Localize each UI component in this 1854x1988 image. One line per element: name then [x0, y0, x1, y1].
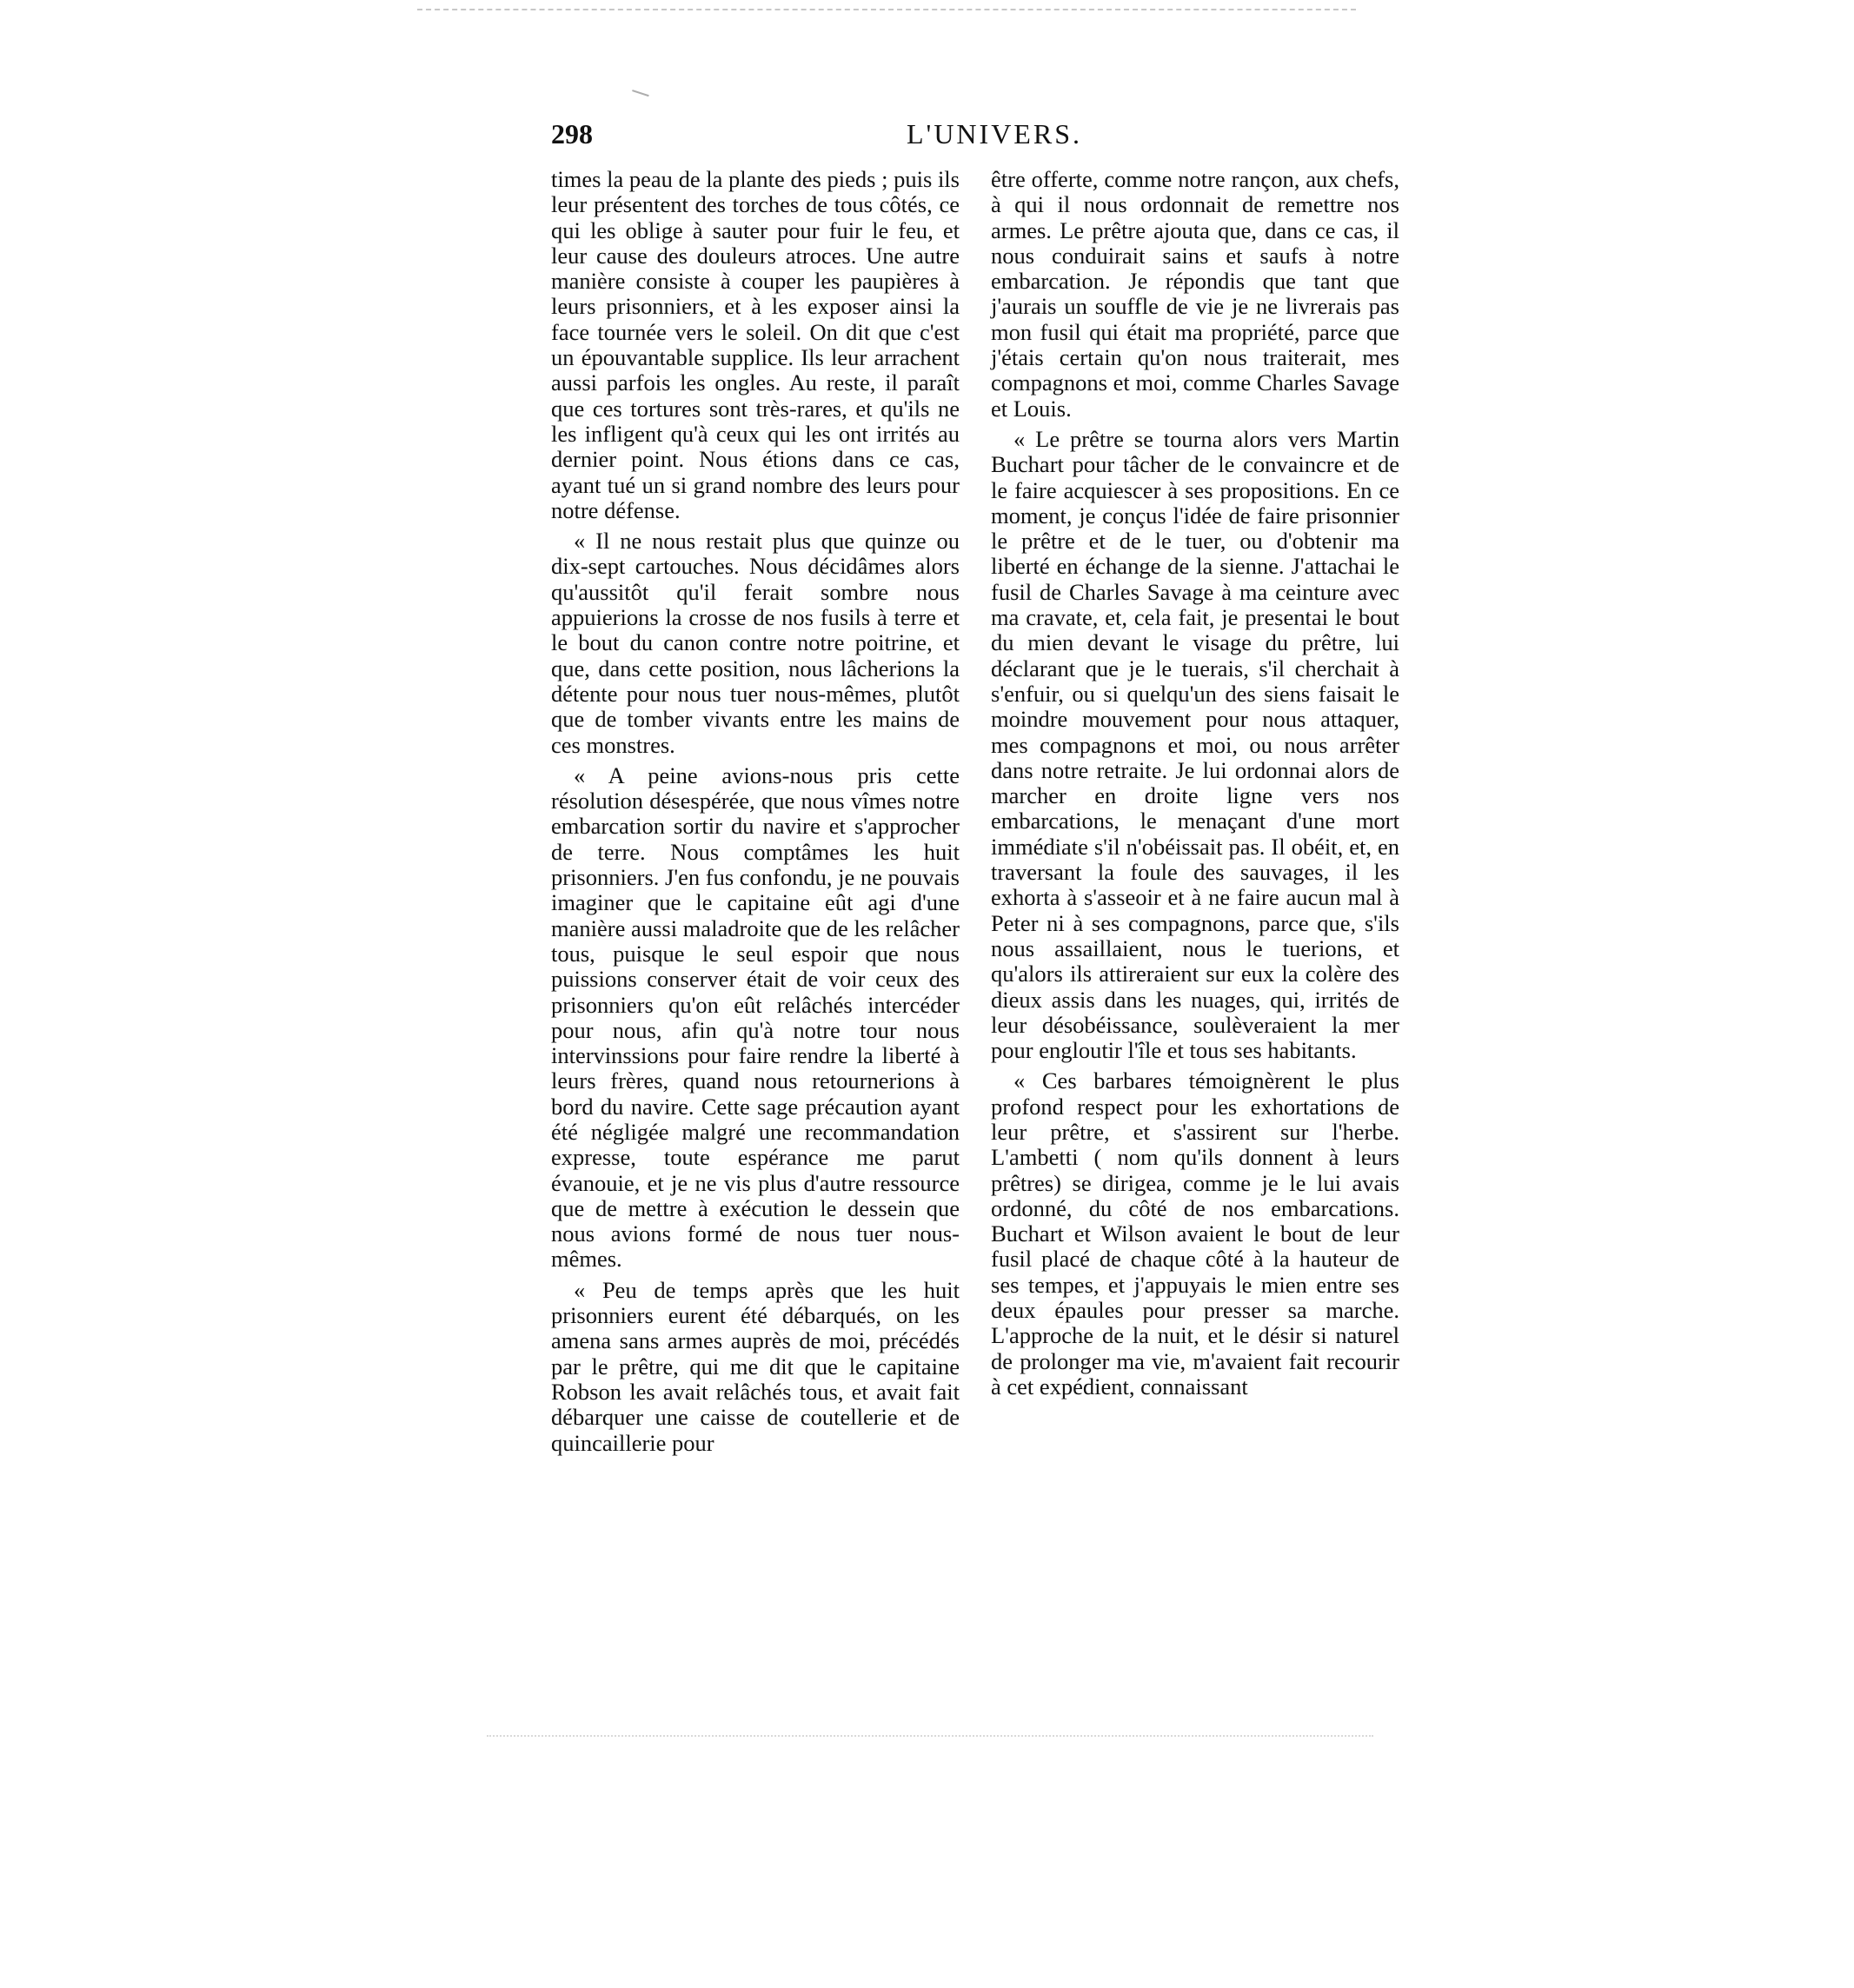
paragraph: « A peine avions-nous pris cette résolution désespérée, que nous vîmes notre embarcation sortir du navire et s'approcher de terre. Nous comptâmes les huit prisonniers. J'en fus confondu, je ne pouvais imaginer que le capitaine eût agi d'une manière aussi maladroite que de les relâcher tous, puisque le seul espoir que nous puissions conserver était de voir ceux des prisonniers qu'on eût relâchés intercéder pour nous, afin qu'à notre tour nous intervinssions pour faire rendre la liberté à leurs frères, quand nous retournerions à bord du navire. Cette sage précaution ayant été négligée malgré une recommandation expresse, toute espérance me parut évanouie, et je ne vis plus d'autre ressource que de mettre à exécution le dessein que nous avions formé de nous tuer nous-mêmes.: [551, 761, 960, 1273]
scan-artifact-bottom: [487, 1735, 1373, 1740]
paragraph: « Peu de temps après que les huit prisonniers eurent été débarqués, on les amena sans armes auprès de moi, précédés par le prêtre, qui me dit que le capitaine Robson les avait relâchés tous, et avait fait débarquer une caisse de coutellerie et de quincaillerie pour: [551, 1276, 960, 1456]
left-column: [551, 167, 960, 1456]
paragraph: « Il ne nous restait plus que quinze ou dix-sept cartouches. Nous décidâmes alors qu'aussitôt qu'il ferait sombre nous appuierions la crosse de nos fusils à terre et le bout du canon contre notre poitrine, et que, dans cette position, nous lâcherions la détente pour nous tuer nous-mêmes, plutôt que de tomber vivants entre les mains de ces monstres.: [551, 528, 960, 758]
page-number: 298: [551, 118, 593, 150]
paragraph: times la peau de la plante des pieds ; puis ils leur présentent des torches de tous côtés, ce qui les oblige à sauter pour fuir le feu, et leur cause des douleurs atroces. Une autre manière consiste à couper les paupières à leurs prisonniers, et à les exposer ainsi la face tournée vers le soleil. On dit que c'est un épouvantable supplice. Ils leur arrachent aussi parfois les ongles. Au reste, il paraît que ces tortures sont très-rares, et qu'ils ne les infligent qu'à ceux qui les ont irrités au dernier point. Nous étions dans ce cas, ayant tué un si grand nombre des leurs pour notre défense.: [551, 166, 960, 523]
running-title: L'UNIVERS.: [907, 118, 1082, 150]
page-header: [551, 118, 1403, 158]
right-column: [991, 167, 1399, 1400]
paragraph: « Le prêtre se tourna alors vers Martin Buchart pour tâcher de le convaincre et de le faire acquiescer à ses propositions. En ce moment, je conçus l'idée de faire prisonnier le prêtre et de le tuer, ou d'obtenir ma liberté en échange de la sienne. J'attachai le fusil de Charles Savage à ma ceinture avec ma cravate, et, cela fait, je presentai le bout du mien devant le visage du prêtre, lui déclarant que je le tuerais, s'il cherchait à s'enfuir, ou si quelqu'un des siens faisait le moindre mouvement pour nous attaquer, mes compagnons et moi, ou nous arrêter dans notre retraite. Je lui ordonnai alors de marcher en droite ligne vers nos embarcations, le menaçant d'une mort immédiate s'il n'obéissait pas. Il obéit, et, en traversant la foule des sauvages, il les exhorta à s'asseoir et à ne faire aucun mal à Peter ni à ses compagnons, parce que, s'ils nous assaillaient, nous le tuerions, et qu'alors ils attireraient sur eux la colère des dieux assis dans les nuages, qui, irrités de leur désobéissance, soulèveraient la mer pour engloutir l'île et tous ses habitants.: [991, 425, 1399, 1064]
scan-artifact-mark: [630, 90, 648, 102]
scan-artifact-top: [417, 9, 1356, 16]
paragraph: « Ces barbares témoignèrent le plus profond respect pour les exhortations de leur prêtre, et s'assirent sur l'herbe. L'ambetti ( nom qu'ils donnent à leurs prêtres) se dirigea, comme je le lui avais ordonné, du côté de nos embarcations. Buchart et Wilson avaient le bout de leur fusil placé de chaque côté à la hauteur de ses tempes, et j'appuyais le mien entre ses deux épaules pour presser sa marche. L'approche de la nuit, et le désir si naturel de prolonger ma vie, m'avaient fait recourir à cet expédient, connaissant: [991, 1067, 1399, 1400]
paragraph: être offerte, comme notre rançon, aux chefs, à qui il nous ordonnait de remettre nos armes. Le prêtre ajouta que, dans ce cas, il nous conduirait sains et saufs à notre embarcation. Je répondis que tant que j'aurais un souffle de vie je ne livrerais pas mon fusil qui était ma propriété, parce que j'étais certain qu'on nous traiterait, mes compagnons et moi, comme Charles Savage et Louis.: [991, 166, 1399, 422]
